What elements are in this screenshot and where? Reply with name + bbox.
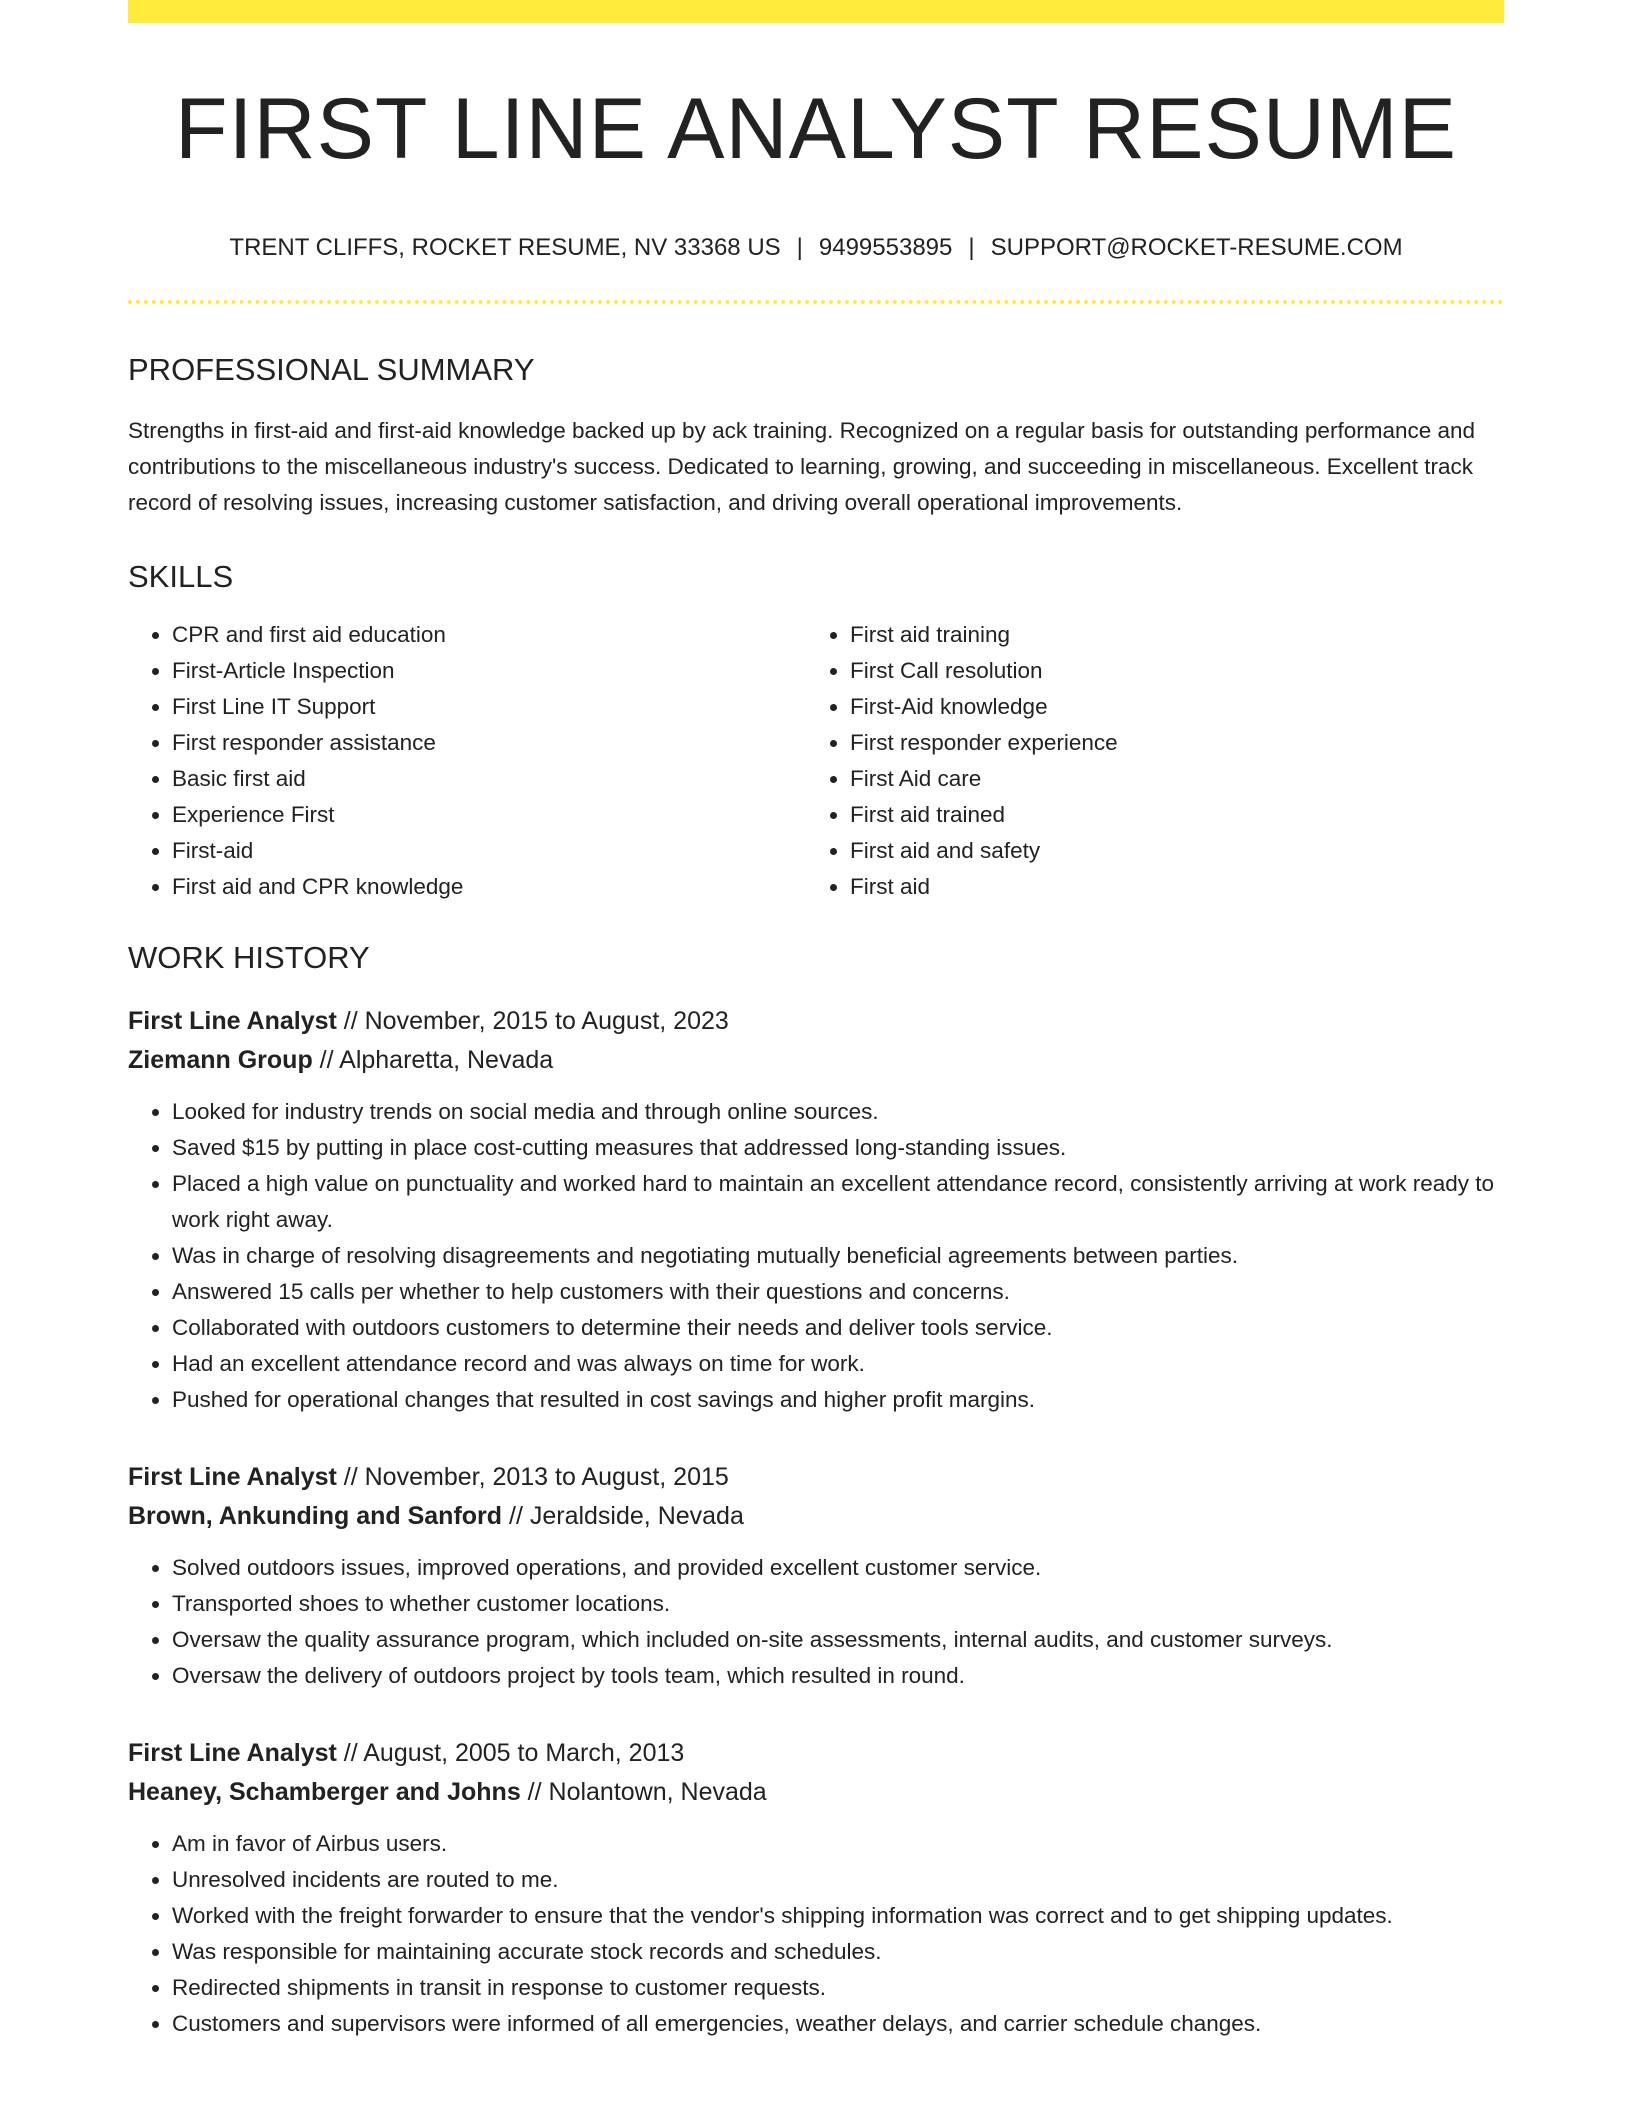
work-history-heading: WORK HISTORY: [128, 940, 370, 975]
job-entry: [128, 1458, 1504, 1694]
job-role-line: [128, 1002, 1504, 1041]
job-bullet: • Customers and supervisors were informed of all emergencies, weather delays, and carrier schedule changes.: [172, 2006, 1504, 2042]
job-role: First Line Analyst: [128, 1007, 337, 1035]
job-dates: // August, 2005 to March, 2013: [336, 1739, 685, 1767]
job-role: First Line Analyst: [128, 1463, 337, 1491]
skills-list: [128, 617, 1504, 905]
job-company: Heaney, Schamberger and Johns: [128, 1778, 521, 1806]
skill-item: • First aid and safety: [850, 833, 1484, 869]
job-bullet: • Am in favor of Airbus users.: [172, 1826, 1504, 1862]
job-bullet: • Answered 15 calls per whether to help customers with their questions and concerns.: [172, 1274, 1504, 1310]
job-location: // Jeraldside, Nevada: [502, 1502, 744, 1530]
skills-column-right: [806, 617, 1484, 905]
job-bullet: • Oversaw the quality assurance program, which included on-site assessments, internal audits, and customer surveys.: [172, 1622, 1504, 1658]
contact-phone: 9499553895: [818, 234, 953, 261]
top-accent-bar: [128, 0, 1504, 23]
skills-heading: SKILLS: [128, 559, 234, 594]
skill-item: • First-Article Inspection: [172, 653, 806, 689]
skill-item: • First-Aid knowledge: [850, 689, 1484, 725]
skills-column-left: [128, 617, 806, 905]
contact-address: TRENT CLIFFS, ROCKET RESUME, NV 33368 US: [229, 234, 781, 261]
job-bullet: • Placed a high value on punctuality and worked hard to maintain an excellent attendance record, consistently arriving at work ready to work right away.: [172, 1166, 1504, 1238]
job-company-line: [128, 1497, 1504, 1536]
skill-item: • First Aid care: [850, 761, 1484, 797]
job-entry: [128, 1734, 1504, 2042]
job-bullet: • Solved outdoors issues, improved operations, and provided excellent customer service.: [172, 1550, 1504, 1586]
job-company-line: [128, 1773, 1504, 1812]
job-bullet: • Worked with the freight forwarder to ensure that the vendor's shipping information was correct and to get shipping updates.: [172, 1898, 1504, 1934]
job-role-line: [128, 1734, 1504, 1773]
dotted-divider: [128, 300, 1504, 304]
skill-item: • First responder assistance: [172, 725, 806, 761]
skill-item: • First aid training: [850, 617, 1484, 653]
skill-item: • CPR and first aid education: [172, 617, 806, 653]
job-dates: // November, 2015 to August, 2023: [336, 1007, 729, 1035]
job-bullet: • Looked for industry trends on social media and through online sources.: [172, 1094, 1504, 1130]
summary-heading: PROFESSIONAL SUMMARY: [128, 352, 535, 387]
job-bullet: • Transported shoes to whether customer locations.: [172, 1586, 1504, 1622]
job-bullet: • Unresolved incidents are routed to me.: [172, 1862, 1504, 1898]
contact-line: [128, 236, 1504, 260]
resume-page: [128, 0, 1504, 2042]
skill-item: • First aid and CPR knowledge: [172, 869, 806, 905]
job-company: Ziemann Group: [128, 1046, 313, 1074]
skill-item: • First responder experience: [850, 725, 1484, 761]
job-role-line: [128, 1458, 1504, 1497]
job-role: First Line Analyst: [128, 1739, 337, 1767]
skill-item: • First aid trained: [850, 797, 1484, 833]
job-bullet: • Oversaw the delivery of outdoors project by tools team, which resulted in round.: [172, 1658, 1504, 1694]
job-bullet: • Pushed for operational changes that resulted in cost savings and higher profit margins.: [172, 1382, 1504, 1418]
contact-separator: |: [796, 234, 803, 261]
job-company: Brown, Ankunding and Sanford: [128, 1502, 503, 1530]
job-bullet: • Had an excellent attendance record and was always on time for work.: [172, 1346, 1504, 1382]
contact-separator: |: [968, 234, 975, 261]
job-bullets: [128, 1826, 1504, 2042]
job-bullet: • Collaborated with outdoors customers to determine their needs and deliver tools service.: [172, 1310, 1504, 1346]
job-bullets: [128, 1550, 1504, 1694]
job-entry: [128, 1002, 1504, 1418]
job-company-line: [128, 1041, 1504, 1080]
skill-item: • First-aid: [172, 833, 806, 869]
skill-item: • Experience First: [172, 797, 806, 833]
job-bullet: • Was in charge of resolving disagreements and negotiating mutually beneficial agreements between parties.: [172, 1238, 1504, 1274]
skill-item: • First aid: [850, 869, 1484, 905]
skill-item: • First Line IT Support: [172, 689, 806, 725]
job-location: // Nolantown, Nevada: [520, 1778, 767, 1806]
summary-text: Strengths in first-aid and first-aid knowledge backed up by ack training. Recognized on a regular basis for outstanding performance and contributions to the miscellaneous industry's success. Dedicated to learning, growing, and succeeding in miscellaneous. Excellent track record of resolving issues, increasing customer satisfaction, and driving overall operational improvements.: [128, 418, 1476, 515]
job-location: // Alpharetta, Nevada: [312, 1046, 554, 1074]
skill-item: • First Call resolution: [850, 653, 1484, 689]
resume-title: FIRST LINE ANALYST RESUME: [175, 81, 1457, 177]
job-bullet: • Redirected shipments in transit in response to customer requests.: [172, 1970, 1504, 2006]
job-bullet: • Saved $15 by putting in place cost-cutting measures that addressed long-standing issues.: [172, 1130, 1504, 1166]
job-bullet: • Was responsible for maintaining accurate stock records and schedules.: [172, 1934, 1504, 1970]
contact-email: SUPPORT@ROCKET-RESUME.COM: [990, 234, 1403, 261]
skill-item: • Basic first aid: [172, 761, 806, 797]
job-bullets: [128, 1094, 1504, 1418]
job-dates: // November, 2013 to August, 2015: [336, 1463, 729, 1491]
